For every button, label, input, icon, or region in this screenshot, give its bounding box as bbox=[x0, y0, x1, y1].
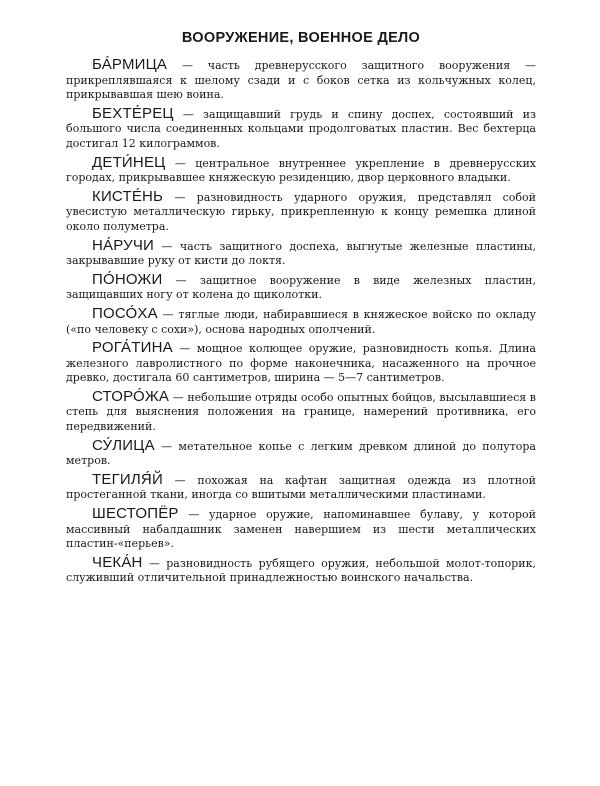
entry-term: ПОСО́ХА bbox=[92, 304, 158, 322]
entry-chekan bbox=[66, 553, 536, 586]
entry-sulitsa bbox=[66, 436, 536, 469]
entry-term: КИСТЕ́НЬ bbox=[92, 187, 164, 205]
entry-term: ДЕТИ́НЕЦ bbox=[92, 153, 166, 171]
entry-term: БА́РМИЦА bbox=[92, 56, 168, 73]
entry-definition: — похожая на кафтан защитная одежда из плотной простеганной ткани, иногда со вшитыми металлическими пластинами. bbox=[66, 473, 536, 502]
entry-detinets bbox=[66, 153, 536, 186]
entry-term: ПО́НОЖИ bbox=[92, 270, 163, 288]
entry-definition: — разновидность ударного оружия, представлял собой увесистую металлическую гирьку, прикрепленную к концу ремешка длиной около полуметра. bbox=[66, 190, 536, 233]
entry-definition: — центральное внутреннее укрепление в древнерусских городах, прикрывавшее княжескую резиденцию, двор церковного владыки. bbox=[66, 156, 536, 185]
entry-kisten bbox=[66, 187, 536, 235]
entry-term: РОГА́ТИНА bbox=[92, 339, 173, 357]
entry-shestoper bbox=[66, 507, 536, 552]
glossary-page bbox=[66, 30, 536, 590]
entry-definition: — метательное копье с легким древком длиной до полутора метров. bbox=[66, 439, 536, 468]
entry-term: БЕХТЕ́РЕЦ bbox=[92, 104, 174, 122]
entry-term: ТЕГИЛЯ́Й bbox=[92, 470, 163, 488]
entry-definition: — ударное оружие, напоминавшее булаву, у которой массивный набалдашник заменен навершием из шести металлических пластин-«перьев». bbox=[66, 508, 536, 551]
entry-definition: — защитное вооружение в виде железных пластин, защищавших ногу от колена до щиколотки. bbox=[66, 273, 536, 302]
entry-ponozhi bbox=[66, 270, 536, 303]
entry-rogatina bbox=[66, 341, 536, 386]
entry-naruchi bbox=[66, 236, 536, 269]
entry-definition: — защищавший грудь и спину доспех, состоявший из большого числа соединенных кольцами продолговатых пластин. Вес бехтерца достигал 12 килограммов. bbox=[66, 107, 536, 150]
entry-term: СТОРО́ЖА bbox=[92, 387, 170, 405]
entry-storozha bbox=[66, 387, 536, 435]
entry-term: ЧЕКА́Н bbox=[92, 553, 143, 571]
entry-definition: — разновидность рубящего оружия, небольшой молот-топорик, служивший отличительной принадлежностью воинского начальства. bbox=[66, 556, 536, 585]
entry-definition: — тяглые люди, набиравшиеся в княжеское войско по окладу («по человеку с сохи»), основа народных ополчений. bbox=[66, 307, 536, 336]
entry-definition: — небольшие отряды особо опытных бойцов, высылавшиеся в степь для выяснения положения на границе, намерений противника, его передвижений. bbox=[66, 390, 536, 434]
entry-term: СУ́ЛИЦА bbox=[92, 436, 155, 454]
entry-term: ШЕСТОПЁР bbox=[92, 505, 179, 523]
entry-bekhterets bbox=[66, 104, 536, 152]
entry-barmitsa bbox=[66, 58, 536, 103]
entry-definition: — мощное колющее оружие, разновидность копья. Длина железного лавролистного по форме наконечника, насаженного на прочное древко, достигала 60 сантиметров, ширина — 5—7 сантиметров. bbox=[66, 342, 536, 385]
entry-tegilyai bbox=[66, 470, 536, 503]
page-title: ВООРУЖЕНИЕ, ВОЕННОЕ ДЕЛО bbox=[181, 30, 421, 46]
entry-term: НА́РУЧИ bbox=[92, 236, 155, 254]
entry-definition: — часть древнерусского защитного вооружения — прикреплявшаяся к шелому сзади и с боков сетка из кольчужных колец, прикрывавшая шею воина. bbox=[66, 59, 536, 102]
entry-definition: — часть защитного доспеха, выгнутые железные пластины, закрывавшие руку от кисти до локтя. bbox=[66, 239, 536, 268]
entry-posokha bbox=[66, 304, 536, 337]
